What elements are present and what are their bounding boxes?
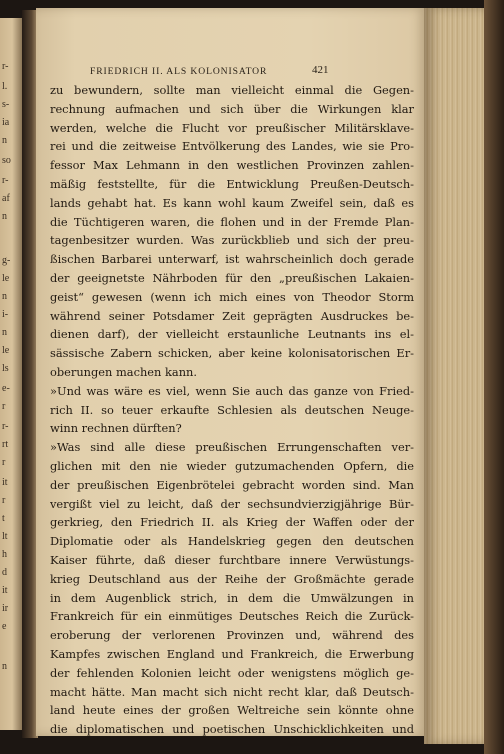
text-line: der preußischen Eigenbrötelei gebracht worden sind. Man [50,477,414,492]
text-line: macht hätte. Man macht sich nicht recht klar, daß Deutsch- [50,684,414,699]
text-line: tagenbesitzer wurden. Was zurückblieb und sich der preu- [50,233,414,248]
text-line: fessor Max Lehmann in den westlichen Provinzen zahlen- [50,158,414,173]
left-page-fragment: s- [2,99,10,110]
text-line: »Was sind alle diese preußischen Errungenschaften ver- [50,440,414,455]
running-header: FRIEDRICH II. ALS KOLONISATOR [90,66,268,77]
left-page-fragment: h [2,549,7,560]
text-line: ßischen Barbarei unterwarf, ist wahrscheinlich doch gerade [50,252,414,267]
text-line: mäßig feststellte, für die Entwicklung Preußen-Deutsch- [50,176,414,191]
text-line: die diplomatischen und poetischen Unschicklichkeiten und [50,722,414,737]
left-page-fragment: i- [2,309,9,320]
text-line: dienen darf), der vielleicht erstaunliche Leutnants ins el- [50,327,414,342]
text-line: der geeignetste Nährboden für den „preußischen Lakaien- [50,270,414,285]
text-line: die Tüchtigeren waren, die flohen und in der Fremde Plan- [50,214,414,229]
left-page-fragment: r- [2,61,9,72]
text-line: zu bewundern, sollte man vielleicht einmal die Gegen- [50,83,414,97]
text-line: der fehlenden Kolonien leicht oder wenigstens möglich ge- [50,665,414,680]
text-line: krieg Deutschland aus der Reihe der Großmächte gerade [50,571,414,586]
text-line: werden, welche die Flucht vor preußischer Militärsklave- [50,120,414,135]
left-page-fragment: n [2,661,7,672]
text-line: vergißt viel zu leicht, daß der sechsundvierzigjährige Bür- [50,496,414,511]
text-line: Kaiser führte, daß dieser furchtbare innere Verwüstungs- [50,552,414,567]
text-line: Kampfes zwischen England und Frankreich, die Erwerbung [50,646,414,661]
page-fore-edge [424,8,486,744]
left-page-fragment: r- [2,175,9,186]
left-page-fragment: le [2,273,10,284]
text-line: lands gehabt hat. Es kann wohl kaum Zweifel sein, daß es [50,195,414,210]
text-line: gerkrieg, den Friedrich II. als Krieg der Waffen oder der [50,515,414,530]
text-line: geist“ gewesen (wenn ich mich eines von Theodor Storm [50,289,414,304]
text-line: während seiner Potsdamer Zeit geprägten Ausdruckes be- [50,308,414,323]
text-line: Frankreich für ein einmütiges Deutsches Reich die Zurück- [50,609,414,624]
left-page-fragment: rt [2,439,9,450]
left-page-fragment: ir [2,603,9,614]
text-line: oberungen machen kann. [50,364,197,379]
left-page-fragment: so [2,155,11,166]
left-page-fragment: e [2,621,7,632]
page-number: 421 [312,64,329,76]
text-line: rich II. so teuer erkaufte Schlesien als deutschen Neuge- [50,402,414,417]
text-line: Diplomatie oder als Handelskrieg gegen den deutschen [50,534,414,549]
left-page-fragment: n [2,291,7,302]
text-line: winn rechnen dürften? [50,421,182,436]
book-cover-edge [484,0,504,754]
left-page-edge [0,18,22,730]
body-text [50,81,414,739]
left-page-fragment: r [2,401,6,412]
left-page-fragment: d [2,567,7,578]
left-page-fragment: l. [2,81,8,92]
left-page-fragment: lt [2,531,8,542]
left-page-fragment: n [2,211,7,222]
text-line: land heute eines der großen Weltreiche sein könnte ohne [50,703,414,718]
left-page-fragment: ia [2,117,10,128]
text-line: sässische Zabern schicken, aber keine kolonisatorischen Er- [50,346,414,361]
text-line: glichen mit den nie wieder gutzumachenden Opfern, die [50,458,414,473]
left-page-fragment: r [2,457,6,468]
text-line: in dem Augenblick strich, in dem die Umwälzungen in [50,590,414,605]
left-page-fragment: r [2,495,6,506]
left-page-fragment: ls [2,363,9,374]
left-page-fragment: g- [2,255,11,266]
left-page-fragment: e- [2,383,10,394]
left-page-fragment: it [2,585,8,596]
left-page-fragment: af [2,193,10,204]
left-page-fragment: le [2,345,10,356]
left-page-fragment: n [2,135,7,146]
text-line: rechnung aufmachen und sich über die Wirkungen klar [50,101,414,116]
text-line: »Und was wäre es viel, wenn Sie auch das ganze von Fried- [50,383,414,398]
left-page-fragment: n [2,327,7,338]
left-page-fragment: it [2,477,8,488]
text-line: eroberung der verlorenen Provinzen und, während des [50,628,414,643]
left-page-fragment: t [2,513,5,524]
text-line: rei und die zeitweise Entvölkerung des Landes, wie sie Pro- [50,139,414,154]
left-page-fragment: r- [2,421,9,432]
